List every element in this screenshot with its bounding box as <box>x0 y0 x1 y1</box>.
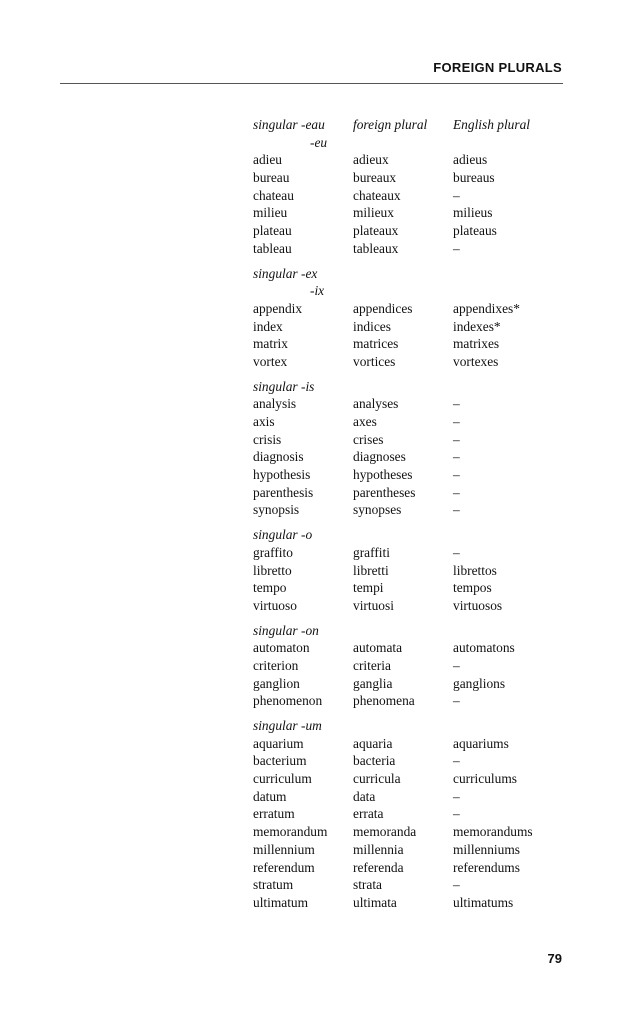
foreign-plural-cell: graffiti <box>353 544 390 560</box>
singular-cell: erratum <box>253 806 295 822</box>
table-row <box>253 204 573 222</box>
table-row <box>253 657 573 675</box>
table-row <box>253 639 573 657</box>
group-heading-row <box>253 622 573 640</box>
english-plural-cell: – <box>453 788 460 804</box>
table-row <box>253 770 573 788</box>
foreign-plural-cell: criteria <box>353 657 391 673</box>
singular-cell: crisis <box>253 431 282 447</box>
foreign-plural-cell: curricula <box>353 771 401 787</box>
foreign-plural-cell: adieux <box>353 152 389 168</box>
table-row <box>253 466 573 484</box>
foreign-plural-cell: matrices <box>353 336 399 352</box>
table-row <box>253 222 573 240</box>
foreign-plural-cell: millennia <box>353 841 404 857</box>
foreign-plural-cell: axes <box>353 414 377 429</box>
english-plural-cell: – <box>453 449 460 465</box>
foreign-plural-cell: tempi <box>353 580 384 596</box>
page-number: 79 <box>547 951 562 966</box>
table-row <box>253 484 573 502</box>
singular-cell: tempo <box>253 580 287 596</box>
foreign-plural-cell: virtuosi <box>353 597 394 613</box>
english-plural-cell: memorandums <box>453 824 533 840</box>
singular-cell: milieu <box>253 205 288 221</box>
singular-cell: datum <box>253 788 287 804</box>
group-heading-row <box>253 116 573 134</box>
english-plural-cell: aquariums <box>453 735 509 751</box>
foreign-plural-cell: diagnoses <box>353 449 406 465</box>
table-row <box>253 823 573 841</box>
group-heading: singular -o <box>253 527 313 543</box>
foreign-plural-cell: bacteria <box>353 753 396 769</box>
english-plural-cell: bureaus <box>453 170 495 186</box>
group-heading-row <box>253 526 573 544</box>
singular-cell: hypothesis <box>253 467 311 483</box>
english-plural-cell: millenniums <box>453 841 520 857</box>
table-row <box>253 788 573 806</box>
foreign-plural-cell: vortices <box>353 353 396 369</box>
singular-cell: matrix <box>253 336 288 352</box>
singular-cell: millennium <box>253 841 315 857</box>
group-subheading-row <box>253 282 573 300</box>
english-plural-cell: virtuosos <box>453 597 503 613</box>
english-plural-cell: plateaus <box>453 223 497 239</box>
singular-cell: adieu <box>253 152 282 168</box>
foreign-plural-cell: chateaux <box>353 187 401 203</box>
foreign-plural-cell: synopses <box>353 502 402 518</box>
foreign-plural-cell: parentheses <box>353 484 416 500</box>
foreign-plural-cell: indices <box>353 318 391 334</box>
foreign-plural-cell: appendices <box>353 300 413 316</box>
table-row <box>253 894 573 912</box>
group-heading: singular -ex <box>253 265 318 281</box>
foreign-plural-cell: bureaux <box>353 170 397 186</box>
foreign-plural-cell: referenda <box>353 859 404 875</box>
table-row <box>253 318 573 336</box>
group-heading-row <box>253 717 573 735</box>
singular-cell: axis <box>253 414 275 429</box>
english-plural-cell: indexes* <box>453 318 501 334</box>
english-plural-cell: – <box>453 396 460 412</box>
singular-cell: tableau <box>253 240 292 256</box>
group-heading: singular -um <box>253 718 322 733</box>
foreign-plural-cell: data <box>353 788 376 804</box>
singular-cell: referendum <box>253 859 315 875</box>
table-row <box>253 562 573 580</box>
singular-cell: bureau <box>253 170 290 186</box>
english-plural-cell: – <box>453 240 460 256</box>
english-plural-cell: automatons <box>453 640 515 656</box>
table-row <box>253 395 573 413</box>
table-row <box>253 413 573 431</box>
english-plural-cell: – <box>453 187 460 203</box>
foreign-plural-cell: errata <box>353 806 384 822</box>
english-plural-cell: – <box>453 414 460 429</box>
english-plural-cell: matrixes <box>453 336 500 352</box>
english-plural-cell: – <box>453 484 460 500</box>
foreign-plural-cell: aquaria <box>353 735 393 751</box>
english-plural-cell: vortexes <box>453 353 499 369</box>
singular-cell: vortex <box>253 353 288 369</box>
table-row <box>253 448 573 466</box>
foreign-plural-cell: tableaux <box>353 240 399 256</box>
table-row <box>253 805 573 823</box>
singular-cell: synopsis <box>253 502 300 518</box>
table-row <box>253 579 573 597</box>
foreign-plural-cell: strata <box>353 877 382 893</box>
english-plural-cell: – <box>453 544 460 560</box>
table-row <box>253 335 573 353</box>
singular-cell: automaton <box>253 640 310 656</box>
english-plural-cell: appendixes* <box>453 300 520 316</box>
foreign-plural-cell: automata <box>353 640 403 656</box>
singular-cell: ganglion <box>253 675 300 691</box>
table-row <box>253 675 573 693</box>
singular-cell: appendix <box>253 300 303 316</box>
table-row <box>253 692 573 710</box>
singular-cell: virtuoso <box>253 597 297 613</box>
singular-cell: bacterium <box>253 753 307 769</box>
foreign-plural-cell: milieux <box>353 205 394 221</box>
table-row <box>253 353 573 371</box>
singular-cell: parenthesis <box>253 484 314 500</box>
foreign-plural-cell: plateaux <box>353 223 399 239</box>
table-row <box>253 752 573 770</box>
table-row <box>253 841 573 859</box>
english-plural-cell: – <box>453 502 460 518</box>
table-row <box>253 169 573 187</box>
plural-group <box>253 717 573 912</box>
running-header: FOREIGN PLURALS <box>433 60 562 75</box>
english-plural-cell: – <box>453 806 460 822</box>
singular-cell: libretto <box>253 562 292 578</box>
foreign-plural-cell: phenomena <box>353 693 415 709</box>
singular-cell: curriculum <box>253 771 312 787</box>
english-plural-cell: tempos <box>453 580 492 596</box>
group-subheading: -ix <box>310 283 325 299</box>
singular-cell: memorandum <box>253 824 328 840</box>
table-row <box>253 187 573 205</box>
table-row <box>253 859 573 877</box>
plural-group <box>253 265 573 371</box>
plural-group <box>253 378 573 520</box>
foreign-plural-cell: memoranda <box>353 824 417 840</box>
table-row <box>253 597 573 615</box>
english-plural-cell: – <box>453 693 460 709</box>
table-row <box>253 431 573 449</box>
singular-cell: phenomenon <box>253 693 323 709</box>
group-heading-row <box>253 265 573 283</box>
singular-cell: analysis <box>253 396 297 412</box>
english-plural-cell: – <box>453 431 460 447</box>
english-plural-cell: – <box>453 753 460 769</box>
column-header-english: English plural <box>453 117 531 132</box>
plural-group <box>253 526 573 614</box>
english-plural-cell: – <box>453 877 460 893</box>
singular-cell: ultimatum <box>253 894 309 910</box>
english-plural-cell: – <box>453 657 460 673</box>
foreign-plural-cell: hypotheses <box>353 467 413 483</box>
singular-cell: plateau <box>253 223 292 239</box>
english-plural-cell: ultimatums <box>453 894 514 910</box>
singular-cell: graffito <box>253 544 293 560</box>
table-row <box>253 544 573 562</box>
singular-cell: index <box>253 318 283 334</box>
foreign-plural-cell: ganglia <box>353 675 393 691</box>
table-row <box>253 240 573 258</box>
foreign-plural-cell: analyses <box>353 396 399 412</box>
table-row <box>253 876 573 894</box>
table-row <box>253 300 573 318</box>
column-header-foreign: foreign plural <box>353 117 428 132</box>
group-heading-row <box>253 378 573 396</box>
group-subheading: -eu <box>310 134 328 150</box>
singular-cell: criterion <box>253 657 299 673</box>
english-plural-cell: – <box>453 467 460 483</box>
english-plural-cell: ganglions <box>453 675 506 691</box>
english-plural-cell: referendums <box>453 859 520 875</box>
table-row <box>253 735 573 753</box>
foreign-plural-cell: crises <box>353 431 384 447</box>
singular-cell: aquarium <box>253 735 304 751</box>
singular-cell: diagnosis <box>253 449 304 465</box>
table-row <box>253 151 573 169</box>
group-subheading-row <box>253 134 573 152</box>
english-plural-cell: milieus <box>453 205 493 221</box>
foreign-plural-cell: ultimata <box>353 894 397 910</box>
singular-cell: stratum <box>253 877 294 893</box>
plural-group <box>253 116 573 258</box>
group-heading: singular -is <box>253 378 315 394</box>
plural-group <box>253 622 573 710</box>
group-heading: singular -on <box>253 622 319 638</box>
header-rule <box>60 83 563 84</box>
singular-cell: chateau <box>253 187 294 203</box>
table-row <box>253 501 573 519</box>
english-plural-cell: librettos <box>453 562 497 578</box>
english-plural-cell: adieus <box>453 152 488 168</box>
english-plural-cell: curriculums <box>453 771 517 787</box>
group-heading: singular -eau <box>253 117 325 132</box>
plurals-table <box>253 116 573 919</box>
foreign-plural-cell: libretti <box>353 562 389 578</box>
